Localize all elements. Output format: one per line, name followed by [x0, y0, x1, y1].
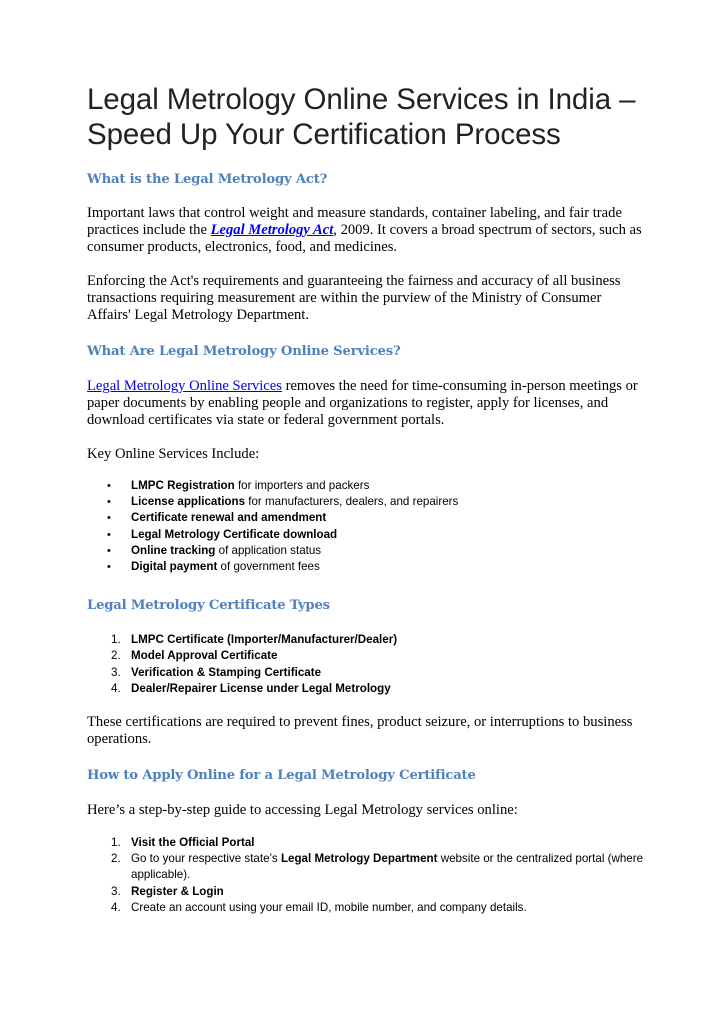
title-line-2: Speed Up Your Certification Process: [87, 118, 561, 151]
heading-certificate-types: Legal Metrology Certificate Types: [87, 598, 330, 614]
bullet-icon: •: [107, 496, 111, 509]
list-item: • Online tracking of application status: [87, 543, 647, 559]
list-item: • LMPC Registration for importers and packers: [87, 478, 647, 494]
bullet-icon: •: [107, 561, 111, 574]
key-services-list: [87, 478, 647, 575]
how-to-apply-intro: Here’s a step-by-step guide to accessing Legal Metrology services online:: [87, 802, 518, 819]
act-paragraph-1: Important laws that control weight and measure standards, container labeling, and fair trade practices include the Legal Metrology Act, 2009. It covers a broad spectrum of sectors, such as consumer products, electronics, food, and medicines.: [87, 205, 642, 255]
certificate-types-list: [87, 632, 647, 697]
heading-online-services: What Are Legal Metrology Online Services?: [87, 344, 401, 359]
legal-metrology-act-link[interactable]: Legal Metrology Act: [210, 222, 334, 238]
list-item: • Legal Metrology Certificate download: [87, 527, 647, 543]
title-line-1: Legal Metrology Online Services in India –: [87, 83, 636, 116]
document-page: [87, 82, 647, 916]
list-item: • License applications for manufacturers, dealers, and repairers: [87, 494, 647, 510]
list-item: 4. Dealer/Repairer License under Legal Metrology: [111, 681, 391, 695]
heading-how-to-apply: How to Apply Online for a Legal Metrology Certificate: [87, 768, 476, 784]
list-item: 3. Verification & Stamping Certificate: [111, 665, 322, 679]
list-item: • Digital payment of government fees: [87, 559, 647, 575]
act-paragraph-2: Enforcing the Act's requirements and guaranteeing the fairness and accuracy of all business transactions requiring measurement are within the purview of the Ministry of Consumer Affairs' Legal Metrology Department.: [87, 273, 621, 323]
page-title: [87, 82, 647, 152]
bullet-icon: •: [107, 544, 111, 557]
certifications-paragraph: These certifications are required to prevent fines, product seizure, or interruptions to business operations.: [87, 714, 633, 748]
list-item: 2. Go to your respective state’s Legal Metrology Department website or the centralized portal (where applicable).: [111, 852, 644, 882]
bullet-icon: •: [107, 512, 111, 525]
bullet-icon: •: [107, 480, 111, 492]
list-item: • Certificate renewal and amendment: [87, 510, 647, 526]
heading-legal-metrology-act: What is the Legal Metrology Act?: [87, 172, 328, 187]
list-item: 1. Visit the Official Portal: [111, 836, 255, 850]
list-item: 1. LMPC Certificate (Importer/Manufacturer/Dealer): [111, 633, 398, 647]
list-item: 2. Model Approval Certificate: [111, 649, 278, 663]
how-to-apply-steps: [87, 835, 647, 916]
list-item: 4. Create an account using your email ID, mobile number, and company details.: [111, 900, 527, 914]
legal-metrology-online-services-link[interactable]: Legal Metrology Online Services: [87, 378, 282, 394]
list-item: 3. Register & Login: [111, 884, 224, 898]
bullet-icon: •: [107, 528, 111, 541]
online-services-paragraph-1: Legal Metrology Online Services removes the need for time-consuming in-person meetings or paper documents by enabling people and organizations to register, apply for licenses, and download certificates via state or federal government portals.: [87, 378, 638, 428]
key-services-intro: Key Online Services Include:: [87, 446, 260, 462]
